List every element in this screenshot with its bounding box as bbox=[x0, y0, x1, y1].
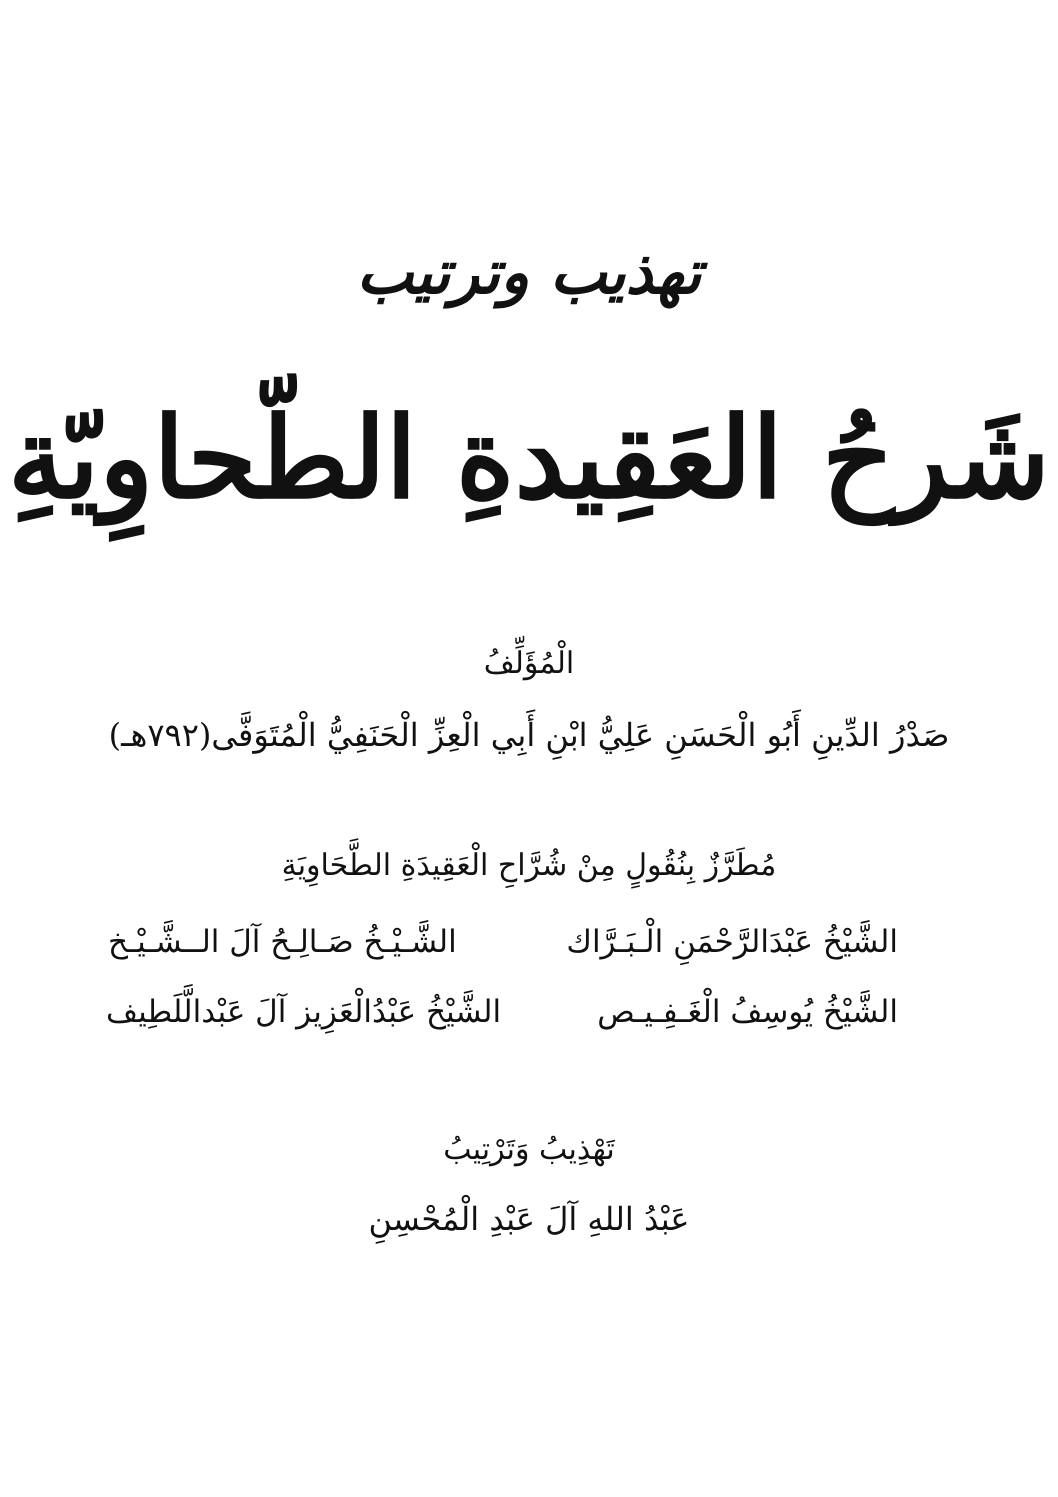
editor-name: عَبْدُ اللهِ آلَ عَبْدِ الْمُحْسِنِ bbox=[368, 1200, 690, 1238]
scholar-abdulaziz-al-abdullatif: الشَّيْخُ عَبْدُالْعَزِيز آلَ عَبْدالَّلَطِيف bbox=[106, 994, 502, 1030]
scholar-ghofais: الشَّيْخُ يُوسِفُ الْغَـفِـيـص bbox=[597, 994, 898, 1030]
author-label: الْمُؤَلِّفُ bbox=[483, 646, 575, 681]
top-title: تهذيب وترتيب bbox=[356, 238, 702, 308]
main-title: شَرحُ العَقِيدةِ الطّحاوِيّةِ bbox=[8, 393, 1050, 524]
scholar-barrak: الشَّيْخُ عَبْدَالرَّحْمَنِ الْـبَـرَّاك bbox=[566, 924, 898, 960]
adorned-with-line: مُطَرَّزٌ بِنُقُولٍ مِنْ شُرَّاحِ الْعَقِيدَةِ الطَّحَاوِيَةِ bbox=[281, 848, 777, 883]
author-name: صَدْرُ الدِّينِ أَبُو الْحَسَنِ عَلِيُّ ابْنِ أَبِي الْعِزِّ الْحَنَفِيُّ الْمُتَوَفَّى(٧٩٢هـ) bbox=[108, 716, 950, 754]
editing-label: تَهْذِيبُ وَتَرْتِيبُ bbox=[443, 1132, 615, 1167]
scholar-saleh-al-sheikh: الشَّـيْـخُ صَـالِـحُ آلَ الــشَّـيْـخ bbox=[108, 924, 457, 960]
